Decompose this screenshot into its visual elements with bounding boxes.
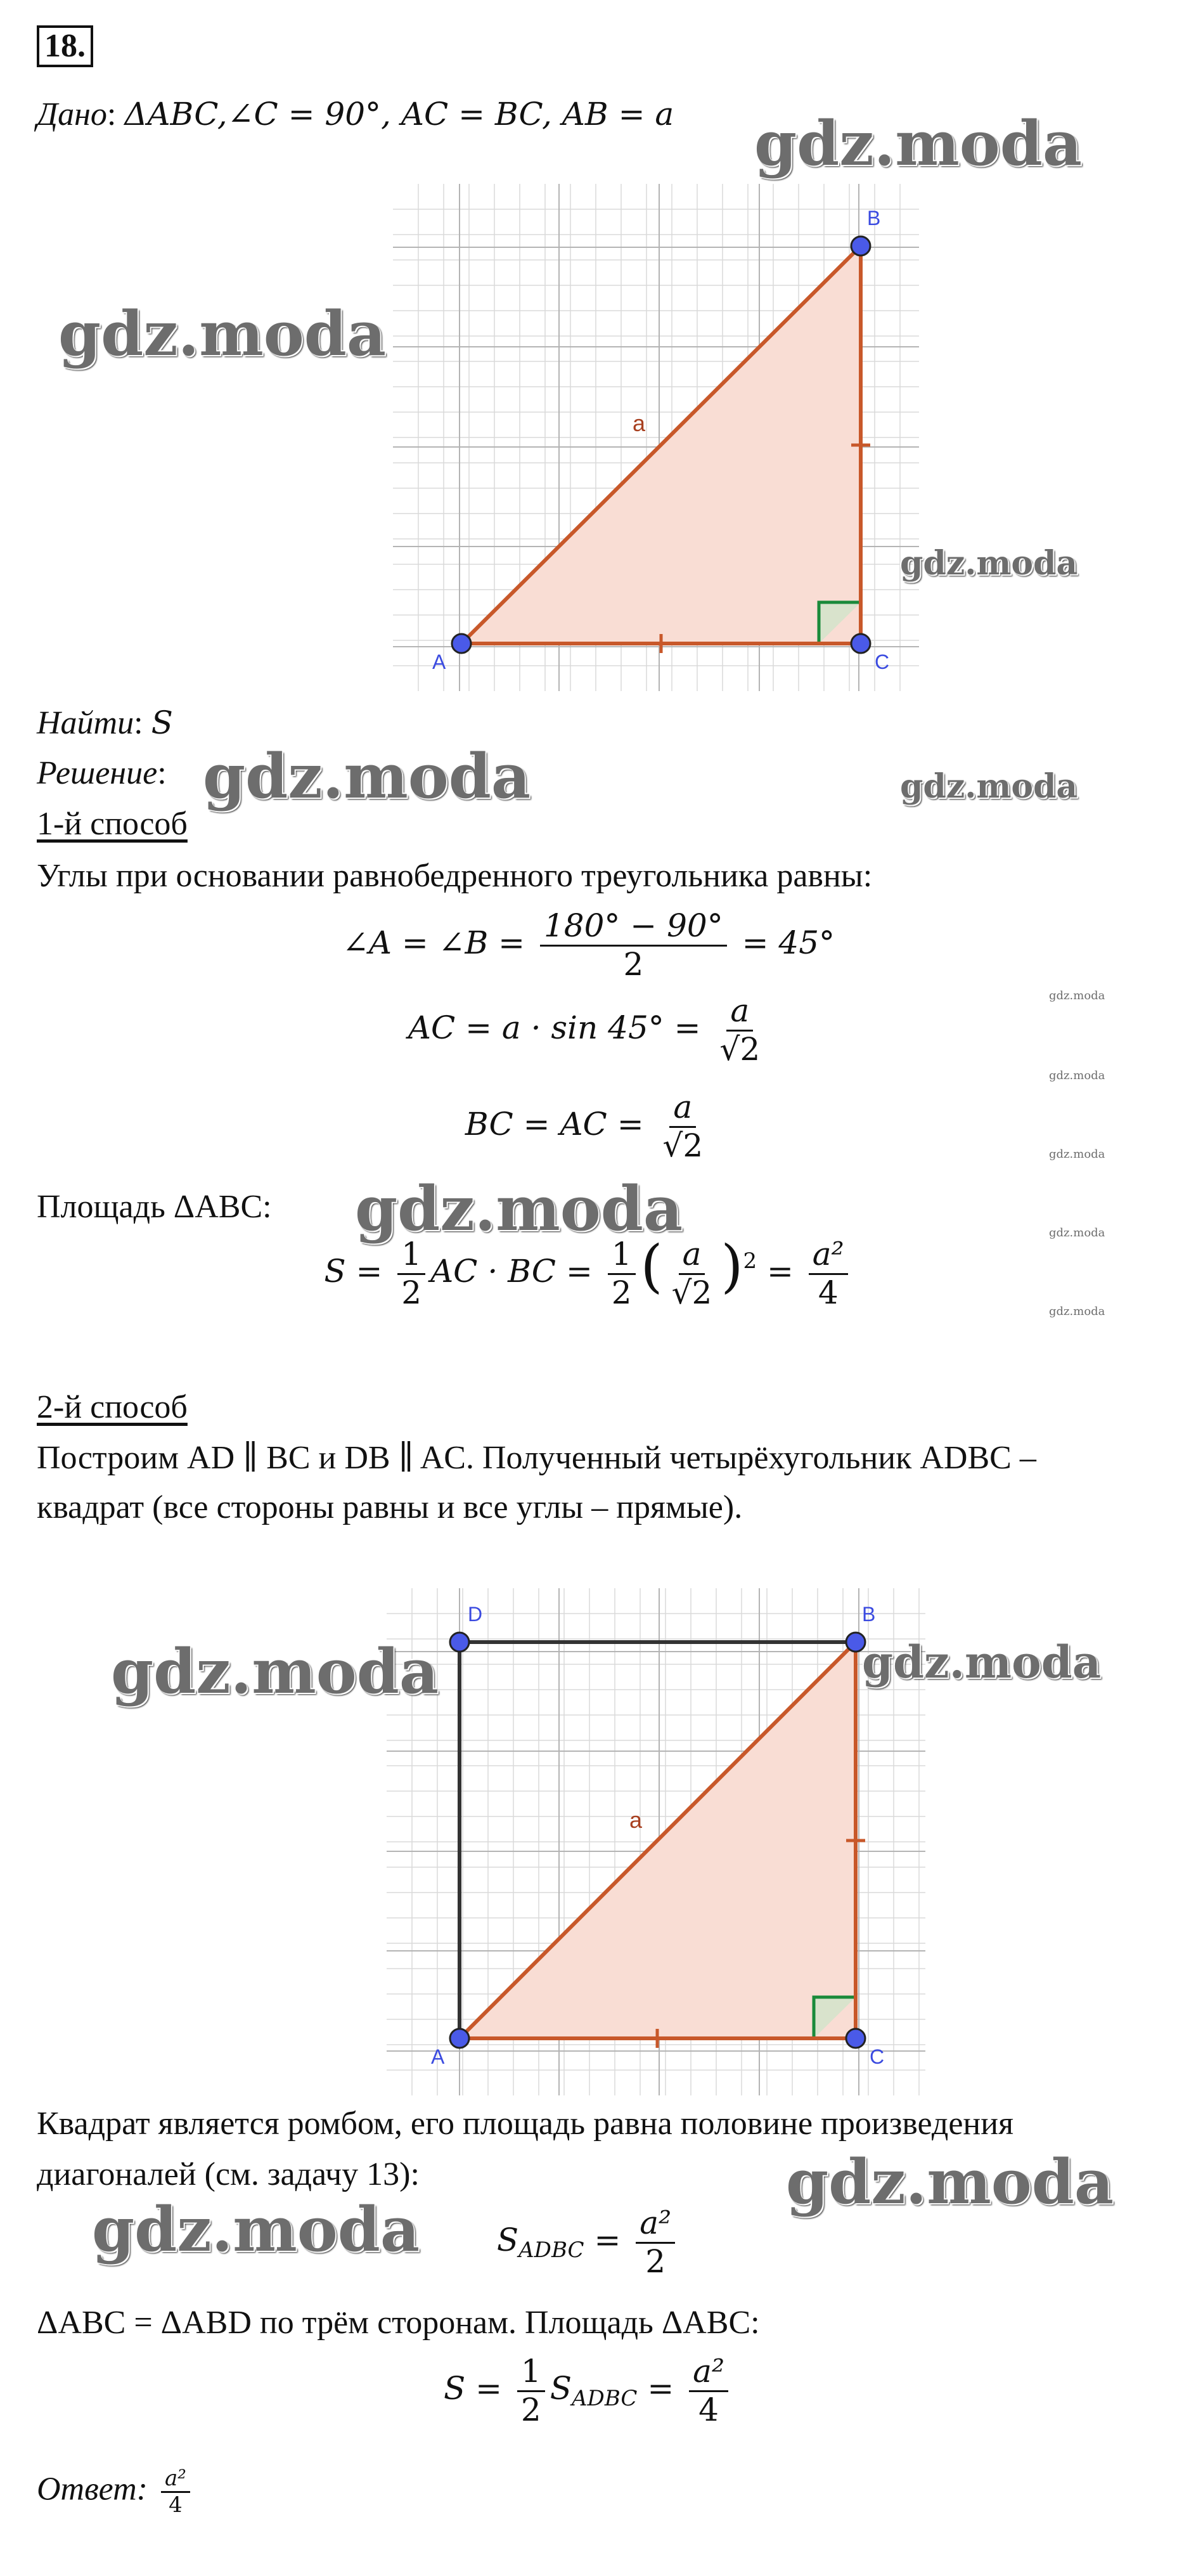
point-b [851,236,870,256]
eq-angles: ∠A = ∠B = $\frac{180^\circ - 90^\circ}{2}$ = 45° [342,907,835,983]
method2-text3: Квадрат является ромбом, его площадь равна половине произведения [37,2106,1013,2142]
watermark: gdz.moda [111,1636,439,1707]
point-a-2 [450,2029,469,2048]
point-c-2 [846,2029,865,2048]
label-c: C [875,650,890,673]
find-line: Найти: S [37,704,173,741]
watermark: gdz.moda [900,544,1078,583]
watermark: gdz.moda [1049,989,1105,1002]
point-a [452,634,471,653]
eq-area-1: S = $\frac{1}{2}$ AC · BC = $\frac{1}{2}$ ( $\frac{a}{√2}$ )$^2$ = $\frac{\text{a²}}{4}$ [0,1236,1177,1311]
watermark: gdz.moda [1049,1226,1105,1239]
method2-text2: квадрат (все стороны равны и все углы – прямые). [37,1489,743,1525]
area-label: Площадь ΔABC: [37,1189,272,1225]
watermark: gdz.moda [58,298,387,370]
solution-line: Решение: [37,755,167,791]
label-side-a: a [633,410,646,436]
eq-area-2: S = $\frac{1}{2}$ $S_{ADBC}$ = $\frac{\text{a²}}{4}$ [0,2353,1177,2428]
point-d [450,1633,469,1652]
label-b-2: B [862,1603,876,1626]
watermark: gdz.moda [203,741,531,812]
method2-title: 2-й способ [37,1389,188,1425]
label-c-2: C [870,2045,885,2068]
eq-ac: AC = a · sin 45° = $\frac{a}{√2}$ [408,992,761,1068]
label-a: A [432,650,446,673]
watermark: gdz.moda [1049,1069,1105,1082]
problem-number: 18. [37,25,93,67]
eq-bc: BC = AC = $\frac{a}{√2}$ [465,1089,704,1164]
method2-text5: ΔABC = ΔABD по трём сторонам. Площадь ΔABC: [37,2305,760,2341]
watermark: gdz.moda [92,2194,420,2265]
watermark: gdz.moda [862,1636,1102,1688]
given-text: ΔABC,∠C = 90°, AC = BC, AB = a [124,96,674,133]
label-a-2: A [431,2045,445,2068]
watermark: gdz.moda [900,767,1078,806]
given-label: Дано [37,96,107,133]
answer-line: Ответ: $\frac{\text{a²}}{4}$ [37,2466,195,2518]
figure-2-square [387,1588,925,2095]
watermark: gdz.moda [1049,1305,1105,1318]
label-side-a-2: a [629,1807,643,1833]
watermark: gdz.moda [1049,1148,1105,1161]
eq-square-area: $S_{ADBC}$ = $\frac{\text{a²}}{2}$ [0,2205,1177,2280]
label-d: D [468,1603,483,1626]
method1-title: 1-й способ [37,806,188,842]
watermark: gdz.moda [355,1173,683,1245]
watermark: gdz.moda [754,108,1083,179]
find-text: S [151,704,173,741]
answer-label: Ответ: [37,2471,148,2508]
method2-text1: Построим AD ∥ BC и DB ∥ AC. Полученный четырёхугольник ADBC – [37,1440,1036,1476]
figure-1-triangle [393,184,919,691]
find-label: Найти [37,705,134,741]
method1-text: Углы при основании равнобедренного треугольника равны: [37,858,873,894]
given-line: Дано: ΔABC,∠C = 90°, AC = BC, AB = a [37,96,674,133]
label-b: B [867,207,881,230]
method2-text4: диагоналей (см. задачу 13): [37,2156,420,2192]
point-c [851,634,870,653]
watermark: gdz.moda [786,2146,1114,2218]
solution-label: Решение [37,755,158,791]
